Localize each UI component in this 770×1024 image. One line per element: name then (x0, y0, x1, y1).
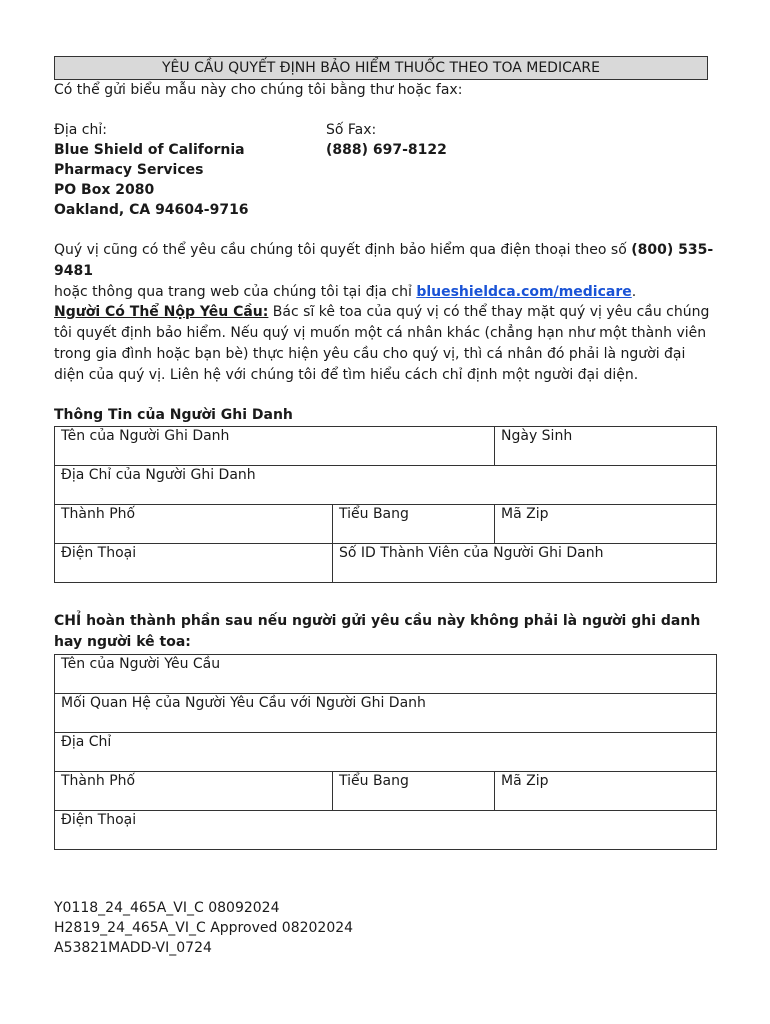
form-title: YÊU CẦU QUYẾT ĐỊNH BẢO HIỂM THUỐC THEO TOA MEDICARE (54, 56, 708, 80)
who-text: Bác sĩ kê toa của quý vị có thể thay mặt quý vị yêu cầu chúng tôi quyết định bảo hiểm. Nếu quý vị muốn một cá nhân khác (chẳng hạn như một thành viên trong gia đình hoặc bạn bè) thực hiện yêu cầu cho quý vị, thì cá nhân đó phải là người đại diện của quý vị. Liên hệ với chúng tôi để tìm hiểu cách chỉ định một người đại diện. (54, 304, 710, 383)
requester-relationship-field[interactable]: Mối Quan Hệ của Người Yêu Cầu với Người Ghi Danh (55, 694, 717, 733)
fax-label: Số Fax: (326, 122, 377, 138)
enrollee-city-field[interactable]: Thành Phố (55, 505, 333, 544)
address-line-4: Oakland, CA 94604-9716 (54, 202, 249, 218)
fax-number: (888) 697-8122 (326, 142, 447, 158)
requester-section-heading: CHỈ hoàn thành phần sau nếu người gửi yêu cầu này không phải là người ghi danh hay người kê toa: (54, 613, 701, 650)
address-line-2: Pharmacy Services (54, 162, 204, 178)
enrollee-section-heading: Thông Tin của Người Ghi Danh (54, 407, 293, 423)
address-line-1: Blue Shield of California (54, 142, 245, 158)
intro-text: Có thể gửi biểu mẫu này cho chúng tôi bằng thư hoặc fax: (54, 82, 463, 98)
enrollee-state-field[interactable]: Tiểu Bang (333, 505, 495, 544)
address-line-3: PO Box 2080 (54, 182, 155, 198)
enrollee-phone-field[interactable]: Điện Thoại (55, 544, 333, 583)
enrollee-address-field[interactable]: Địa Chỉ của Người Ghi Danh (55, 466, 717, 505)
requester-zip-field[interactable]: Mã Zip (495, 772, 717, 811)
phone-number: (800) 535-9481 (54, 242, 714, 279)
address-label: Địa chỉ: (54, 122, 107, 138)
requester-phone-field[interactable]: Điện Thoại (55, 811, 717, 850)
footer-code-3: A53821MADD-VI_0724 (54, 940, 212, 956)
phone-text-3: . (631, 284, 637, 300)
enrollee-member-id-field[interactable]: Số ID Thành Viên của Người Ghi Danh (333, 544, 717, 583)
requester-address-field[interactable]: Địa Chỉ (55, 733, 717, 772)
enrollee-table (54, 426, 717, 583)
footer-code-2: H2819_24_465A_VI_C Approved 08202024 (54, 920, 354, 936)
website-link[interactable]: blueshieldca.com/medicare (416, 284, 632, 300)
requester-table (54, 654, 717, 850)
enrollee-dob-field[interactable]: Ngày Sinh (495, 427, 717, 466)
enrollee-name-field[interactable]: Tên của Người Ghi Danh (55, 427, 495, 466)
enrollee-zip-field[interactable]: Mã Zip (495, 505, 717, 544)
phone-text-2: hoặc thông qua trang web của chúng tôi tại địa chỉ (54, 284, 417, 300)
phone-text-1: Quý vị cũng có thể yêu cầu chúng tôi quyết định bảo hiểm qua điện thoại theo số (54, 242, 632, 258)
footer-code-1: Y0118_24_465A_VI_C 08092024 (54, 900, 280, 916)
requester-name-field[interactable]: Tên của Người Yêu Cầu (55, 655, 717, 694)
who-heading: Người Có Thể Nộp Yêu Cầu: (54, 304, 269, 320)
who-can-request-paragraph (54, 302, 720, 386)
requester-state-field[interactable]: Tiểu Bang (333, 772, 495, 811)
phone-paragraph (54, 240, 720, 303)
requester-city-field[interactable]: Thành Phố (55, 772, 333, 811)
